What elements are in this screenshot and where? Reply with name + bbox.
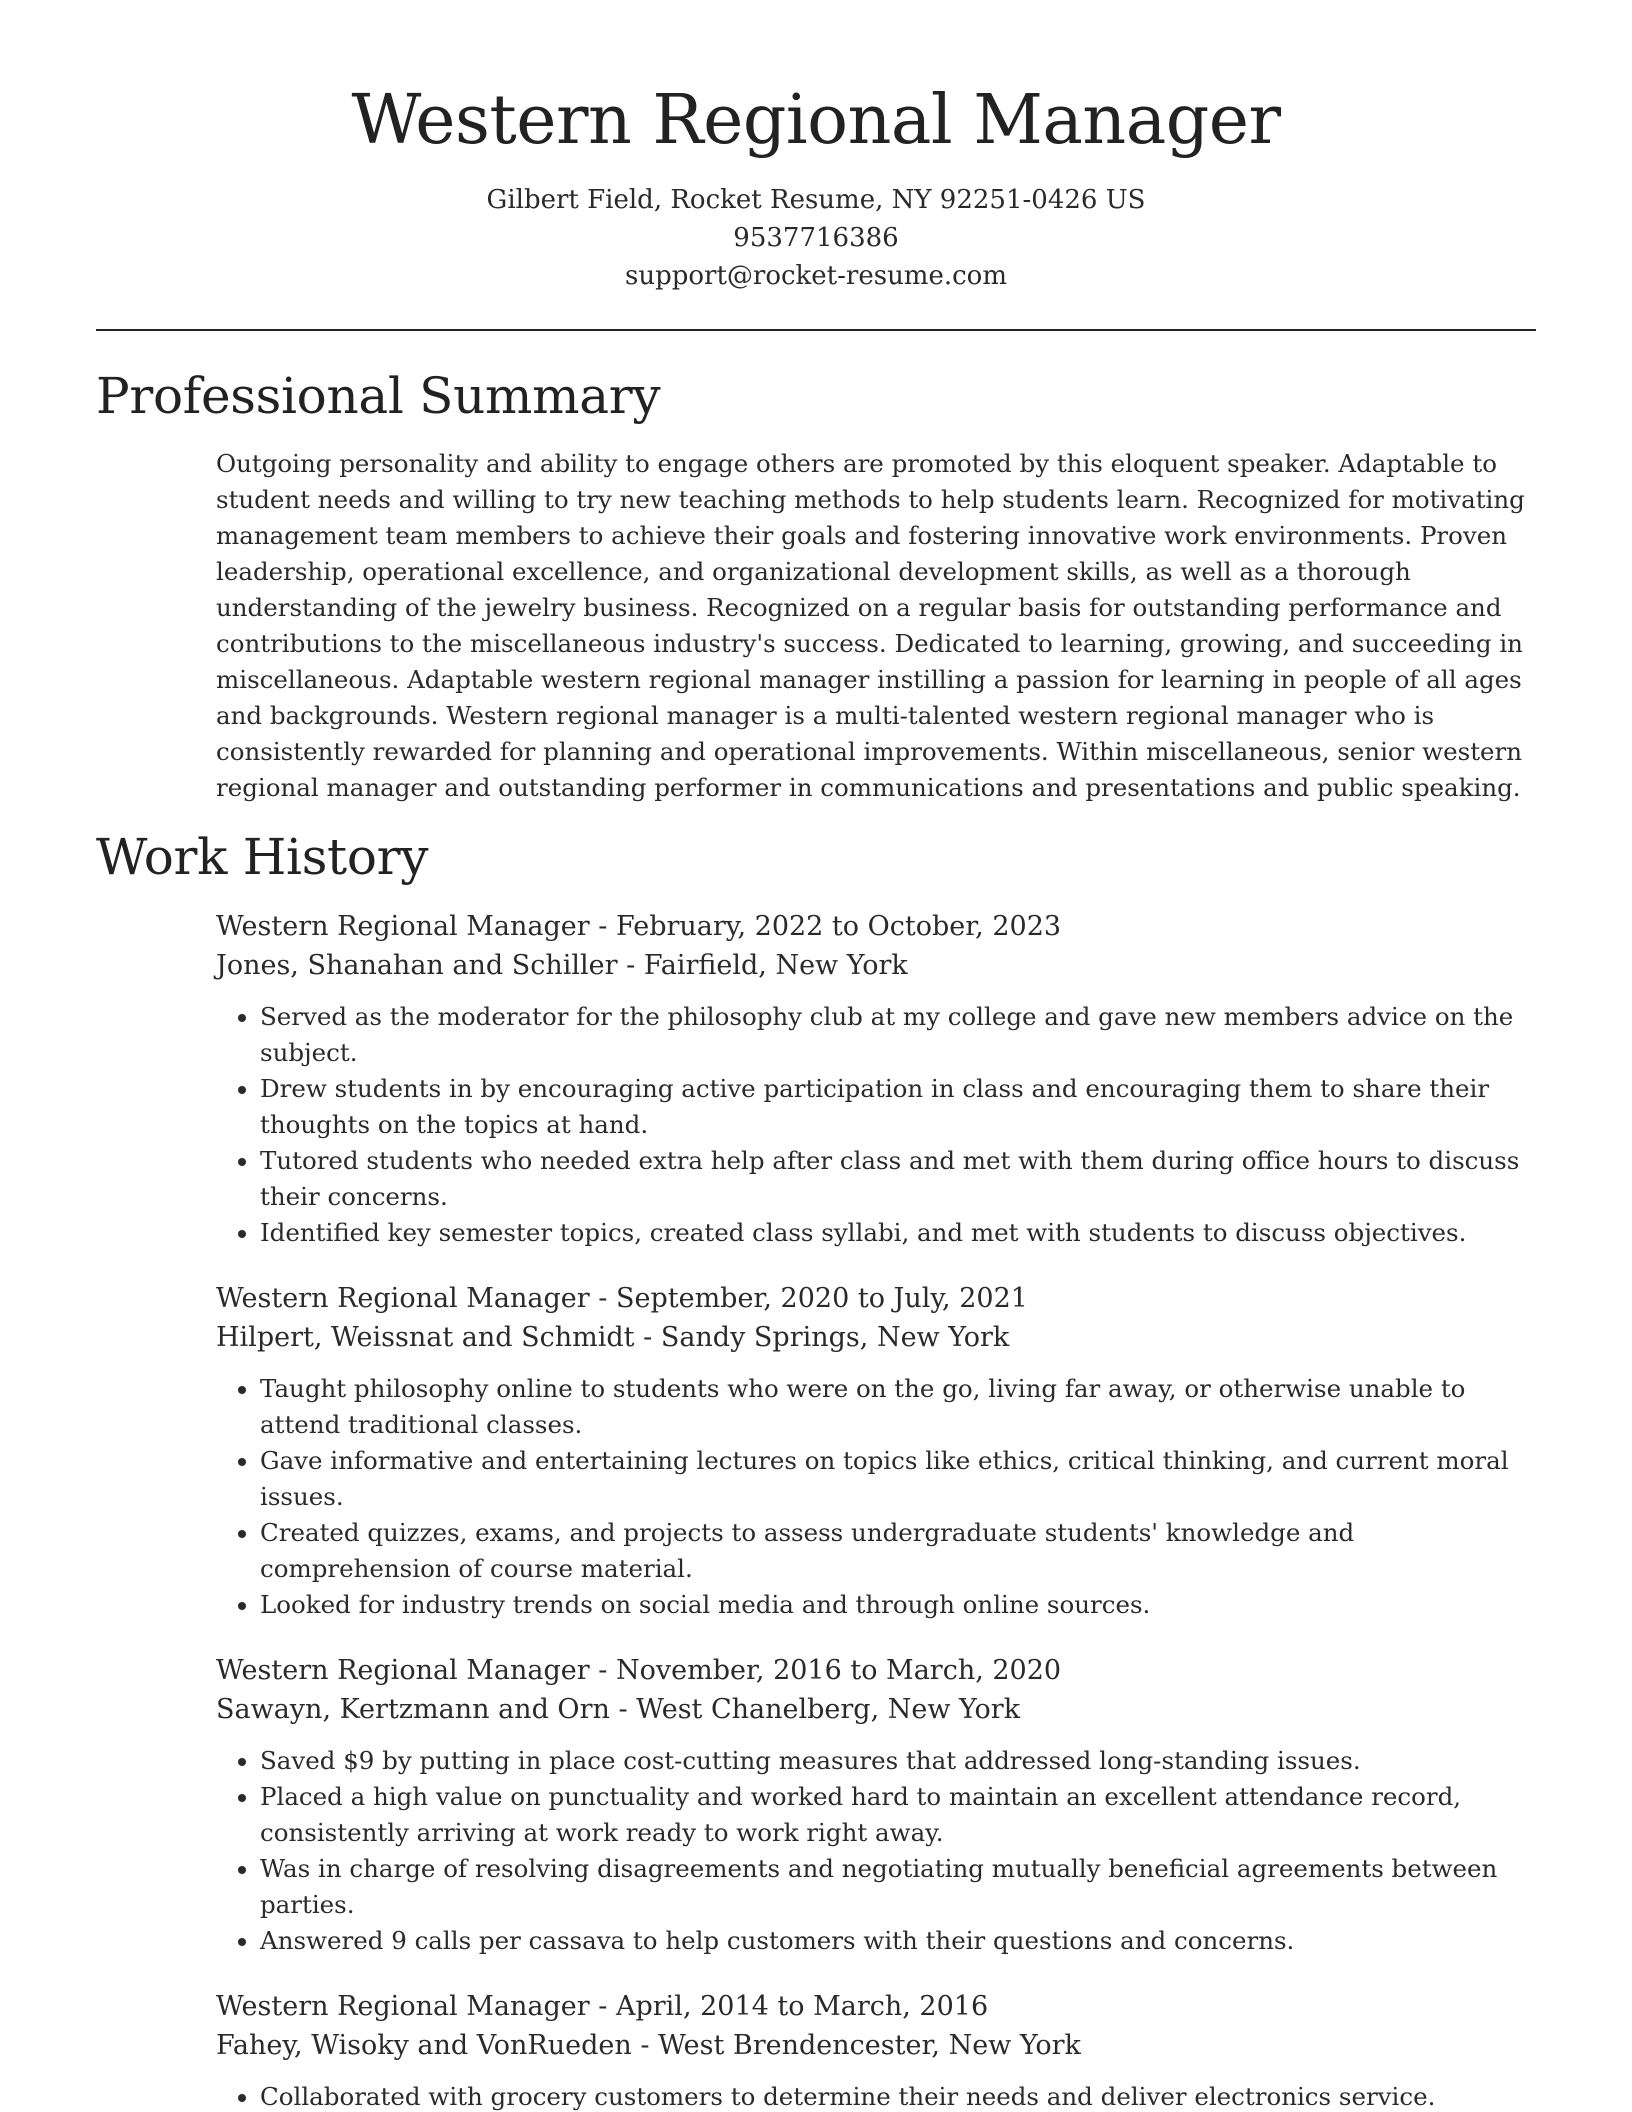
job-bullet-list <box>216 999 1536 1251</box>
resume-title: Western Regional Manager <box>351 81 1281 160</box>
job-bullet: • Placed a high value on punctuality and worked hard to maintain an excellent attendance record, consistently arriving at work ready to work right away. <box>260 1779 1536 1851</box>
job-company: Fahey, Wisoky and VonRueden <box>216 2029 632 2061</box>
job-entry <box>216 1279 1536 1623</box>
job-company-line: Fahey, Wisoky and VonRueden - West Brendencester, New York <box>216 2029 1081 2061</box>
section-heading-work-history: Work History <box>96 827 429 886</box>
job-title: Western Regional Manager <box>216 910 590 942</box>
job-dates: November, 2016 to March, 2020 <box>615 1654 1062 1686</box>
professional-summary-section <box>96 366 1536 806</box>
job-company-line: Jones, Shanahan and Schiller - Fairfield, New York <box>216 949 908 981</box>
job-company: Jones, Shanahan and Schiller <box>216 949 618 981</box>
job-entry <box>216 1987 1536 2112</box>
job-location: Sandy Springs, New York <box>660 1321 1010 1353</box>
job-bullet-list <box>216 1371 1536 1623</box>
job-bullet: • Identified key semester topics, created class syllabi, and met with students to discuss objectives. <box>260 1215 1536 1251</box>
contact-address: Gilbert Field, Rocket Resume, NY 92251-0426 US <box>486 184 1146 215</box>
contact-phone: 9537716386 <box>733 222 899 253</box>
job-bullet: • Answered 9 calls per cassava to help customers with their questions and concerns. <box>260 1923 1536 1959</box>
job-dates: September, 2020 to July, 2021 <box>615 1282 1028 1314</box>
section-heading-summary: Professional Summary <box>96 366 661 425</box>
job-entry <box>216 1651 1536 1959</box>
job-entry <box>216 907 1536 1251</box>
job-company-line: Sawayn, Kertzmann and Orn - West Chanelberg, New York <box>216 1693 1021 1725</box>
job-title-line: Western Regional Manager - February, 2022 to October, 2023 <box>216 910 1062 942</box>
job-title: Western Regional Manager <box>216 1990 590 2022</box>
job-location: West Chanelberg, New York <box>636 1693 1021 1725</box>
job-bullet: • Collaborated with grocery customers to determine their needs and deliver electronics service. <box>260 2079 1536 2112</box>
job-bullet: • Created quizzes, exams, and projects to assess undergraduate students' knowledge and comprehension of course material. <box>260 1515 1536 1587</box>
job-title: Western Regional Manager <box>216 1282 590 1314</box>
job-bullet-list <box>216 1743 1536 1959</box>
job-title-line: Western Regional Manager - November, 2016 to March, 2020 <box>216 1654 1062 1686</box>
job-bullet-list <box>216 2079 1536 2112</box>
job-location: Fairfield, New York <box>643 949 908 981</box>
job-company-line: Hilpert, Weissnat and Schmidt - Sandy Springs, New York <box>216 1321 1010 1353</box>
job-company: Hilpert, Weissnat and Schmidt <box>216 1321 635 1353</box>
job-dates: April, 2014 to March, 2016 <box>615 1990 989 2022</box>
job-company: Sawayn, Kertzmann and Orn <box>216 1693 610 1725</box>
job-title-line: Western Regional Manager - April, 2014 to March, 2016 <box>216 1990 989 2022</box>
work-history-body <box>216 907 1536 2112</box>
header-divider <box>96 329 1536 331</box>
work-history-section <box>96 827 1536 2112</box>
job-title: Western Regional Manager <box>216 1654 590 1686</box>
job-bullet: • Looked for industry trends on social media and through online sources. <box>260 1587 1536 1623</box>
job-bullet: • Drew students in by encouraging active participation in class and encouraging them to share their thoughts on the topics at hand. <box>260 1071 1536 1143</box>
job-bullet: • Was in charge of resolving disagreements and negotiating mutually beneficial agreements between parties. <box>260 1851 1536 1923</box>
summary-body <box>216 446 1536 806</box>
job-bullet: • Gave informative and entertaining lectures on topics like ethics, critical thinking, and current moral issues. <box>260 1443 1536 1515</box>
job-bullet: • Saved $9 by putting in place cost-cutting measures that addressed long-standing issues. <box>260 1743 1536 1779</box>
contact-email: support@rocket-resume.com <box>624 260 1007 291</box>
job-bullet: • Served as the moderator for the philosophy club at my college and gave new members advice on the subject. <box>260 999 1536 1071</box>
job-bullet: • Tutored students who needed extra help after class and met with them during office hours to discuss their concerns. <box>260 1143 1536 1215</box>
job-location: West Brendencester, New York <box>658 2029 1081 2061</box>
summary-text: Outgoing personality and ability to engage others are promoted by this eloquent speaker. Adaptable to student needs and willing to try new teaching methods to help students learn. Recognized for motivating management team members to achieve their goals and fostering innovative work environments. Proven leadership, operational excellence, and organizational development skills, as well as a thorough understanding of the jewelry business. Recognized on a regular basis for outstanding performance and contributions to the miscellaneous industry's success. Dedicated to learning, growing, and succeeding in miscellaneous. Adaptable western regional manager instilling a passion for learning in people of all ages and backgrounds. Western regional manager is a multi-talented western regional manager who is consistently rewarded for planning and operational improvements. Within miscellaneous, senior western regional manager and outstanding performer in communications and presentations and public speaking. <box>216 448 1525 802</box>
job-dates: February, 2022 to October, 2023 <box>615 910 1062 942</box>
job-bullet: • Taught philosophy online to students who were on the go, living far away, or otherwise unable to attend traditional classes. <box>260 1371 1536 1443</box>
job-title-line: Western Regional Manager - September, 2020 to July, 2021 <box>216 1282 1028 1314</box>
resume-header <box>96 0 1536 295</box>
